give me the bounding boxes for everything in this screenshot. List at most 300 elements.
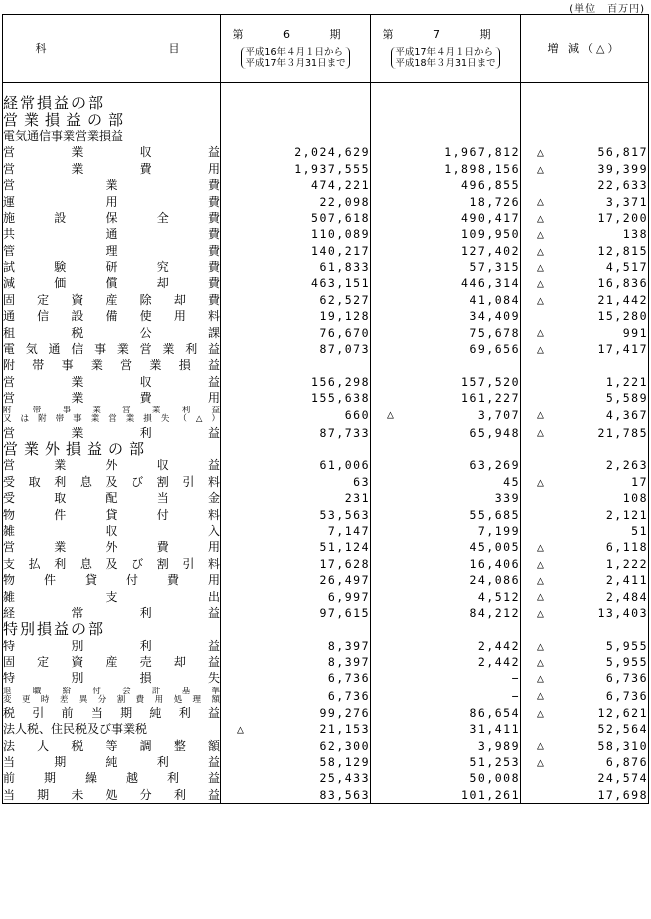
account-label-text: 受取配当金: [3, 491, 220, 506]
change-value: [521, 490, 649, 506]
account-label: [3, 770, 221, 786]
account-label-text: 当期純利益: [3, 755, 220, 770]
period-7-value-text: 1,898,156: [444, 161, 520, 176]
period-6-value: [221, 341, 371, 357]
account-label: [3, 226, 221, 242]
account-label: [3, 670, 221, 686]
change-value-text: 17,417: [597, 342, 648, 357]
period-7-value: [371, 787, 521, 804]
account-label-text: 固定資産売却益: [3, 655, 220, 670]
change-value-text: 15,280: [597, 309, 648, 324]
account-label-text: 税引前当期純利益: [3, 705, 220, 720]
account-label-text: 営業外費用: [3, 540, 220, 555]
table-row: [3, 588, 649, 604]
period-6-value: [221, 539, 371, 555]
period-7-value-text: 161,227: [461, 391, 520, 406]
table-row: [3, 95, 649, 111]
change-value: [521, 161, 649, 177]
period-6-value-text: 83,563: [319, 787, 370, 802]
account-label-text: 共通費: [3, 227, 220, 242]
account-label: [3, 787, 221, 804]
negative-marker: △: [537, 210, 546, 225]
account-label-text: 施設保全費: [3, 210, 220, 225]
table-row: [3, 539, 649, 555]
table-row: [3, 721, 649, 737]
change-value-text: 4,367: [605, 408, 648, 423]
header-account: 科 目: [3, 15, 221, 83]
period-7-value-text: 34,409: [469, 309, 520, 324]
spacer-cell: [521, 83, 649, 96]
period-7-value: [371, 457, 521, 473]
change-value-text: 6,736: [605, 688, 648, 703]
period-6-value-text: 6,736: [327, 671, 370, 686]
change-value: [521, 111, 649, 127]
period-7-value: [371, 161, 521, 177]
account-label: [3, 506, 221, 522]
period-6-value-text: 6,736: [327, 688, 370, 703]
period-7-value: [371, 424, 521, 440]
period-6-value: [221, 210, 371, 226]
period-7-value: [371, 605, 521, 621]
period-6-value: [221, 128, 371, 144]
period-7-value: [371, 259, 521, 275]
period-7-value: [371, 621, 521, 637]
period-7-value: [371, 210, 521, 226]
negative-marker: △: [537, 243, 546, 258]
account-label: [3, 737, 221, 753]
period-6-value: [221, 474, 371, 490]
change-value-text: 51: [631, 523, 648, 538]
income-statement-table: [2, 14, 649, 804]
account-label-text: 受取利息及び割引料: [3, 474, 220, 489]
negative-marker: △: [237, 722, 246, 737]
period-6-value: [221, 605, 371, 621]
table-header-row: [3, 15, 649, 83]
change-value: [521, 292, 649, 308]
period-6-value-text: 110,089: [311, 227, 370, 242]
period-6-value: [221, 177, 371, 193]
unit-note: (単位 百万円): [569, 4, 645, 15]
account-label: [3, 341, 221, 357]
period-7-value: [371, 441, 521, 457]
table-row: [3, 506, 649, 522]
table-row: [3, 441, 649, 457]
period-7-value-text: 127,402: [461, 243, 520, 258]
change-value: [521, 506, 649, 522]
period-6-value: [221, 490, 371, 506]
period-6-value: [221, 556, 371, 572]
change-value: [521, 144, 649, 160]
change-value: [521, 705, 649, 721]
negative-marker: △: [537, 540, 546, 555]
period-6-value: [221, 670, 371, 686]
change-value: [521, 588, 649, 604]
period-7-value-text: −: [511, 671, 520, 686]
table-row: [3, 737, 649, 753]
period-6-value-text: 507,618: [311, 210, 370, 225]
account-label-text: 特別利益: [3, 638, 220, 653]
period-7-value-text: 31,411: [469, 722, 520, 737]
table-row: [3, 144, 649, 160]
account-label-text: 電気通信事業営業損益: [3, 128, 124, 143]
account-label: 営業損益の部: [3, 111, 221, 127]
account-label: [3, 128, 221, 144]
period-6-value-text: 7,147: [327, 523, 370, 538]
period-7-value-text: 4,512: [477, 589, 520, 604]
negative-marker: △: [537, 145, 546, 160]
period-7-value: [371, 506, 521, 522]
period-6-value-text: 63: [353, 474, 370, 489]
table-row: [3, 259, 649, 275]
change-value: [521, 523, 649, 539]
period-6-value-text: 97,615: [319, 605, 370, 620]
period-6-value-text: 58,129: [319, 755, 370, 770]
account-label: 営業外損益の部: [3, 441, 221, 457]
period-6-value-text: 61,006: [319, 458, 370, 473]
table-row: [3, 357, 649, 373]
account-label: [3, 357, 221, 373]
change-value: [521, 721, 649, 737]
period-6-value-text: 17,628: [319, 556, 370, 571]
period-7-value-text: 18,726: [469, 194, 520, 209]
change-value-text: 2,411: [605, 573, 648, 588]
negative-marker: △: [537, 654, 546, 669]
account-label-text: 雑支出: [3, 589, 220, 604]
period-6-value-text: 51,124: [319, 540, 370, 555]
period-6-value-text: 6,997: [327, 589, 370, 604]
account-label: [3, 539, 221, 555]
table-row: [3, 705, 649, 721]
period-6-value: [221, 374, 371, 390]
change-value-text: 56,817: [597, 145, 648, 160]
spacer-cell: [221, 83, 371, 96]
change-value: [521, 259, 649, 275]
header-period-6: [221, 15, 371, 83]
account-label: [3, 556, 221, 572]
account-label: [3, 390, 221, 406]
period-6-value: [221, 226, 371, 242]
account-label: [3, 687, 221, 705]
period-7-value-text: 1,967,812: [444, 145, 520, 160]
change-value: [521, 275, 649, 291]
change-value-text: 17: [631, 474, 648, 489]
change-value: [521, 243, 649, 259]
period-7-value: [371, 226, 521, 242]
table-row: [3, 341, 649, 357]
change-value: [521, 95, 649, 111]
period-7-value: [371, 144, 521, 160]
change-value-text: 24,574: [597, 771, 648, 786]
change-value: [521, 128, 649, 144]
spacer-row: [3, 83, 649, 96]
period-7-value-text: 490,417: [461, 210, 520, 225]
change-value: [521, 687, 649, 705]
negative-marker: △: [537, 474, 546, 489]
period-6-value: [221, 621, 371, 637]
table-row: [3, 457, 649, 473]
period-6-value-text: 87,073: [319, 342, 370, 357]
period-6-value-text: 155,638: [311, 391, 370, 406]
table-row: [3, 474, 649, 490]
account-label: [3, 638, 221, 654]
change-value: [521, 424, 649, 440]
period-6-value: [221, 275, 371, 291]
account-label-line1: 退職給付会計基準: [3, 686, 220, 696]
period-6-value: [221, 111, 371, 127]
change-value: [521, 210, 649, 226]
change-value: [521, 193, 649, 209]
period-7-value-text: 446,314: [461, 276, 520, 291]
period-7-value: [371, 539, 521, 555]
period-6-value-text: 463,151: [311, 276, 370, 291]
change-value-text: 12,815: [597, 243, 648, 258]
change-value: [521, 737, 649, 753]
period-6-value: [221, 95, 371, 111]
period-6-value-text: 140,217: [311, 243, 370, 258]
period-7-value-text: 101,261: [461, 787, 520, 802]
negative-marker: △: [537, 341, 546, 356]
table-row: [3, 226, 649, 242]
account-label: [3, 275, 221, 291]
change-value-text: 2,263: [605, 458, 648, 473]
change-value: [521, 654, 649, 670]
change-value-text: 21,442: [597, 292, 648, 307]
period-7-value-text: −: [511, 688, 520, 703]
period-7-value: [371, 474, 521, 490]
spacer-cell: [3, 83, 221, 96]
account-label-text: 物件貸付費用: [3, 573, 220, 588]
account-label-text: 租税公課: [3, 325, 220, 340]
period-6-value: [221, 259, 371, 275]
period-6-value-text: 231: [344, 491, 370, 506]
change-value-text: 991: [622, 325, 648, 340]
period-6-value-text: 53,563: [319, 507, 370, 522]
table-row: [3, 556, 649, 572]
period-6-value: [221, 406, 371, 424]
account-label-text: 減価償却費: [3, 276, 220, 291]
period-7-value: [371, 670, 521, 686]
change-value: [521, 670, 649, 686]
account-label-text: 営業収益: [3, 374, 220, 389]
period-6-value: [221, 308, 371, 324]
table-row: [3, 161, 649, 177]
period-7-value: [371, 721, 521, 737]
period-6-value: [221, 721, 371, 737]
account-label-text: 法人税等調整額: [3, 738, 220, 753]
period-7-value-text: 45,005: [469, 540, 520, 555]
period-7-value-text: 75,678: [469, 325, 520, 340]
change-value: [521, 341, 649, 357]
change-value-text: 2,484: [605, 589, 648, 604]
period-7-value-text: 51,253: [469, 755, 520, 770]
change-value: [521, 177, 649, 193]
account-label-text: 営業費: [3, 178, 220, 193]
period-7-value-text: 3,989: [477, 738, 520, 753]
change-value: [521, 572, 649, 588]
table-row: [3, 177, 649, 193]
account-label: [3, 144, 221, 160]
period-7-value-text: 45: [503, 474, 520, 489]
spacer-cell: [371, 83, 521, 96]
period-7-value: [371, 556, 521, 572]
period-6-value-text: 156,298: [311, 374, 370, 389]
table-row: [3, 754, 649, 770]
table-row: [3, 308, 649, 324]
change-value: [521, 226, 649, 242]
period-6-value-text: 21,153: [319, 722, 370, 737]
period-7-value: [371, 292, 521, 308]
period-7-value: [371, 523, 521, 539]
table-row: [3, 406, 649, 424]
change-value: [521, 308, 649, 324]
account-label: [3, 292, 221, 308]
table-row: [3, 787, 649, 804]
negative-marker: △: [537, 738, 546, 753]
period-6-value: [221, 588, 371, 604]
change-value-text: 3,371: [605, 194, 648, 209]
change-value: [521, 390, 649, 406]
period-6-value: [221, 687, 371, 705]
table-row: [3, 687, 649, 705]
period-7-value: [371, 390, 521, 406]
account-label: [3, 406, 221, 424]
account-label-text: 支払利息及び割引料: [3, 556, 220, 571]
period-7-value-text: 496,855: [461, 178, 520, 193]
period-7-value-text: 24,086: [469, 573, 520, 588]
change-value-text: 22,633: [597, 178, 648, 193]
account-label: [3, 605, 221, 621]
table-row: [3, 374, 649, 390]
change-value: [521, 406, 649, 424]
table-row: [3, 621, 649, 637]
change-value-text: 4,517: [605, 260, 648, 275]
account-label: [3, 474, 221, 490]
account-label-text: 特別損失: [3, 671, 220, 686]
period-7-value: [371, 770, 521, 786]
period-7-value: [371, 654, 521, 670]
account-label: 特別損益の部: [3, 621, 221, 637]
change-value-text: 21,785: [597, 425, 648, 440]
account-label-text: 営業外収益: [3, 458, 220, 473]
table-row: [3, 128, 649, 144]
change-value: [521, 621, 649, 637]
account-label-text: 前期繰越利益: [3, 771, 220, 786]
period-7-value-text: 3,707: [477, 408, 520, 423]
period-6-value-text: 61,833: [319, 260, 370, 275]
change-value-text: 52,564: [597, 722, 648, 737]
period-7-value-text: 65,948: [469, 425, 520, 440]
table-row: [3, 605, 649, 621]
period-7-value-text: 109,950: [461, 227, 520, 242]
table-row: [3, 670, 649, 686]
negative-marker: △: [537, 194, 546, 209]
negative-marker: △: [537, 705, 546, 720]
change-value-text: 5,955: [605, 655, 648, 670]
period-6-value: [221, 705, 371, 721]
change-value-text: 5,589: [605, 391, 648, 406]
negative-marker: △: [537, 259, 546, 274]
period-7-value: [371, 687, 521, 705]
period-6-value-text: 62,300: [319, 738, 370, 753]
period-7-value: [371, 111, 521, 127]
period-6-value: [221, 737, 371, 753]
period-6-value: [221, 787, 371, 804]
change-value-text: 58,310: [597, 738, 648, 753]
period-6-title: 第 6 期: [232, 28, 359, 41]
change-value: [521, 374, 649, 390]
table-row: [3, 638, 649, 654]
table-row: [3, 390, 649, 406]
period-6-value: [221, 424, 371, 440]
period-6-value-text: 474,221: [311, 178, 370, 193]
table-row: [3, 243, 649, 259]
table-row: [3, 111, 649, 127]
period-7-value-text: 50,008: [469, 771, 520, 786]
period-7-value: [371, 490, 521, 506]
period-6-value-text: 1,937,555: [294, 161, 370, 176]
period-6-value-text: 25,433: [319, 771, 370, 786]
account-label-text: 固定資産除却費: [3, 292, 220, 307]
period-7-value: [371, 374, 521, 390]
period-6-value-text: 62,527: [319, 292, 370, 307]
period-6-range: 平成16年４月１日から 平成17年３月31日まで: [241, 47, 349, 69]
period-7-value-text: 63,269: [469, 458, 520, 473]
account-label: [3, 308, 221, 324]
period-7-value-text: 339: [494, 491, 520, 506]
table-row: [3, 424, 649, 440]
period-6-value: [221, 357, 371, 373]
period-7-value: [371, 638, 521, 654]
negative-marker: △: [537, 556, 546, 571]
change-value: [521, 474, 649, 490]
period-7-value-text: 84,212: [469, 605, 520, 620]
negative-marker: △: [537, 407, 546, 422]
period-7-value-text: 41,084: [469, 292, 520, 307]
period-6-value: [221, 654, 371, 670]
period-6-value: [221, 506, 371, 522]
account-label: [3, 490, 221, 506]
account-label-text: 運用費: [3, 194, 220, 209]
table-row: [3, 490, 649, 506]
period-6-value-text: 8,397: [327, 638, 370, 653]
account-label-line1: 附帯事業営業利益: [3, 406, 220, 416]
period-6-value: [221, 523, 371, 539]
change-value-text: 6,876: [605, 755, 648, 770]
period-7-value: [371, 572, 521, 588]
account-label-text: 電気通信事業営業利益: [3, 342, 220, 357]
change-value-text: 1,221: [605, 374, 648, 389]
account-label-line2: 又は附帯事業営業損失（△）: [3, 414, 220, 425]
period-6-value: [221, 324, 371, 340]
period-7-value: [371, 324, 521, 340]
change-value-text: 17,698: [597, 787, 648, 802]
period-7-value: [371, 95, 521, 111]
change-value-text: 1,222: [605, 556, 648, 571]
period-6-value: [221, 292, 371, 308]
period-7-value: [371, 193, 521, 209]
period-7-value-text: 55,685: [469, 507, 520, 522]
period-7-value: [371, 357, 521, 373]
table-row: [3, 193, 649, 209]
account-label: [3, 523, 221, 539]
period-6-value: [221, 572, 371, 588]
change-value-text: 16,836: [597, 276, 648, 291]
account-label-text: 通信設備使用料: [3, 309, 220, 324]
account-label: [3, 705, 221, 721]
period-6-value-text: 660: [344, 408, 370, 423]
period-7-value: [371, 705, 521, 721]
period-6-value: [221, 638, 371, 654]
